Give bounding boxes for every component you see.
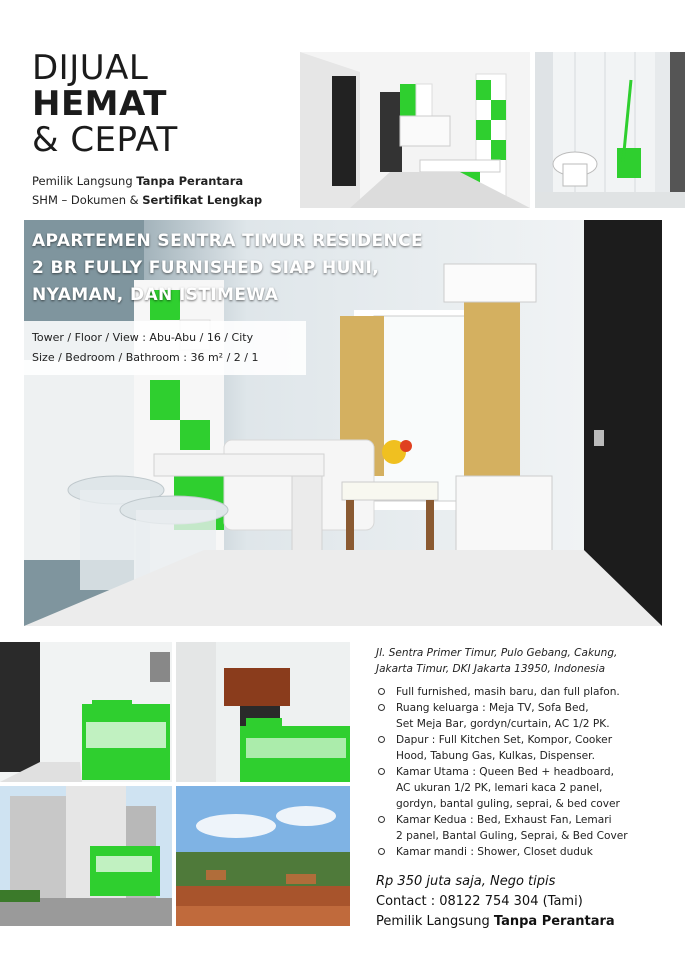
feature-item: Full furnished, masih baru, dan full plafon. [376, 684, 666, 700]
title-line-1: APARTEMEN SENTRA TIMUR RESIDENCE [32, 231, 424, 251]
headline [32, 50, 292, 158]
address-line-1: Jl. Sentra Primer Timur, Pulo Gebang, Cakung, [376, 647, 618, 659]
bullet-icon [378, 768, 385, 775]
title-line-2: 2 BR FULLY FURNISHED SIAP HUNI, [32, 258, 380, 278]
features-list [376, 684, 666, 860]
contact-phone: Contact : 08122 754 304 (Tami) [376, 894, 583, 909]
seller-info: Pemilik Langsung Tanpa Perantara [376, 914, 615, 929]
feature-item: Dapur : Full Kitchen Set, Kompor, Cooker Hood, Tabung Gas, Kulkas, Dispenser. [376, 732, 666, 764]
spec-box [24, 321, 306, 375]
feature-item: Kamar Kedua : Bed, Exhaust Fan, Lemari 2 panel, Bantal Guling, Seprai, & Bed Cover [376, 812, 666, 844]
bedroom-single-photo [0, 642, 172, 782]
bullet-icon [378, 704, 385, 711]
listing-title [32, 228, 423, 309]
bathroom-photo [535, 52, 685, 208]
headline-line-1: DIJUAL [32, 48, 149, 88]
bullet-icon [378, 736, 385, 743]
title-line-3: NYAMAN, DAN ISTIMEWA [32, 285, 279, 305]
owner-line-2: SHM – Dokumen & Sertifikat Lengkap [32, 193, 263, 207]
spec-tower-floor-view: Tower / Floor / View : Abu-Abu / 16 / City [32, 331, 254, 344]
building-exterior-photo [0, 786, 172, 926]
headline-line-3: & CEPAT [32, 120, 178, 160]
feature-item: Kamar mandi : Shower, Closet duduk [376, 844, 666, 860]
owner-line-1: Pemilik Langsung Tanpa Perantara [32, 174, 244, 188]
bedroom-master-photo [176, 642, 350, 782]
headline-line-2: HEMAT [32, 84, 167, 124]
spec-size-bed-bath: Size / Bedroom / Bathroom : 36 m² / 2 / 1 [32, 351, 259, 364]
feature-item: Kamar Utama : Queen Bed + headboard, AC ukuran 1/2 PK, lemari kaca 2 panel, gordyn, bantal guling, seprai, & bed cover [376, 764, 666, 812]
kitchen-photo [300, 52, 530, 208]
bullet-icon [378, 688, 385, 695]
bullet-icon [378, 816, 385, 823]
city-view-photo [176, 786, 350, 926]
owner-info [32, 172, 262, 210]
address-line-2: Jakarta Timur, DKI Jakarta 13950, Indonesia [376, 663, 606, 675]
price-contact [376, 872, 666, 932]
feature-item: Ruang keluarga : Meja TV, Sofa Bed, Set Meja Bar, gordyn/curtain, AC 1/2 PK. [376, 700, 666, 732]
bullet-icon [378, 848, 385, 855]
price-text: Rp 350 juta saja, Nego tipis [376, 874, 556, 889]
address [376, 645, 666, 677]
